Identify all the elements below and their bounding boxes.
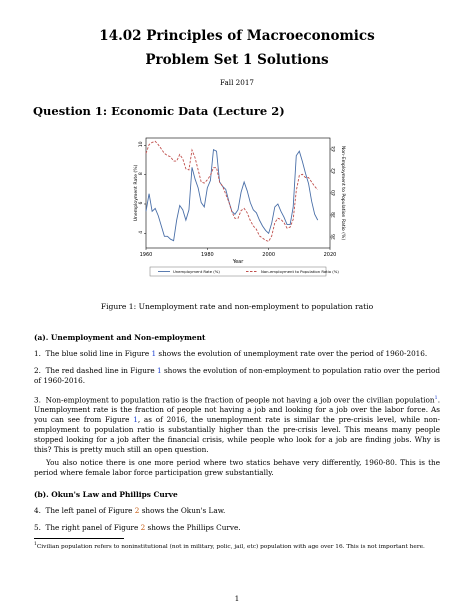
item-text: The right panel of Figure — [45, 523, 141, 532]
y-axis-label: Unemployment Rate (%) — [134, 164, 139, 222]
figure-ref-link[interactable]: 2 — [140, 523, 146, 532]
figure-1-caption: Figure 1: Unemployment rate and non-employment to population ratio — [100, 302, 374, 311]
x-tick-label: 2020 — [323, 252, 337, 258]
list-item-2 — [34, 366, 440, 386]
figure-ref-link[interactable]: 1 — [133, 415, 138, 425]
item-number: 3. — [34, 395, 41, 405]
item-text: shows the Okun's Law. — [139, 506, 226, 515]
y-tick-label: 4 — [139, 230, 144, 234]
item-text: The left panel of Figure — [45, 506, 135, 515]
item-number: 4. — [34, 506, 41, 515]
term-label: Fall 2017 — [220, 78, 254, 87]
y-right-tick-label: 42 — [332, 168, 337, 174]
item-text: The red dashed line in Figure — [45, 366, 158, 375]
item-text: The blue solid line in Figure — [45, 349, 152, 358]
item-text: Non-employment to population ratio is the fraction of people not having a job over the civilian population — [45, 395, 435, 405]
item-text: shows the Phillips Curve. — [145, 523, 241, 532]
y-right-tick-label: 36 — [332, 234, 337, 240]
section-a-heading: (a). Unemployment and Non-employment — [34, 333, 206, 342]
footnote-rule — [34, 538, 124, 539]
figure-1 — [128, 132, 348, 282]
legend-label: Unemployment Rate (%) — [173, 268, 220, 274]
list-item-3 — [34, 393, 440, 455]
y-axis-right-label: Non-Employment to Population Ratio (%) — [340, 145, 345, 241]
figure-ref-link[interactable]: 1 — [157, 366, 162, 375]
x-axis-label: Year — [232, 259, 244, 265]
figure-ref-link[interactable]: 2 — [134, 506, 140, 515]
x-tick-label: 2000 — [262, 252, 276, 258]
y-tick-label: 10 — [139, 141, 144, 148]
paragraph-extra: You also notice there is one more period where two statics behave very differently, 1960-80. This is the period where female labor force participation grew substantially. — [34, 458, 440, 477]
item-text: , as of 2016, the unemployment rate is similar the pre-crisis level, while non-employment to population ratio is substantially higher than the pre-crisis level. This means many people stopped looking for a job after the financial crisis, while people who look for a job are finding jobs. Why is this? This is pretty much still an open question. — [34, 415, 440, 455]
y-tick-label: 8 — [139, 172, 144, 176]
list-item-1 — [34, 349, 440, 359]
footnote-mark: 1 — [34, 542, 37, 547]
page-number: 1 — [234, 594, 240, 603]
figure-ref-link[interactable]: 1 — [151, 349, 157, 358]
document-subtitle: Problem Set 1 Solutions — [145, 52, 329, 68]
list-item-4 — [34, 506, 440, 516]
item-number: 2. — [34, 366, 41, 375]
y-right-tick-label: 38 — [332, 212, 337, 218]
item-text: . Unemployment rate is the fraction of people not having a job and looking for a job over the labor force. As you can see from Figure — [34, 395, 440, 425]
legend-label: Non-employment to Population Ratio (%) — [261, 268, 339, 274]
item-number: 1. — [34, 349, 41, 358]
chart-legend — [150, 267, 339, 276]
footnote — [34, 541, 440, 551]
x-tick-label: 1980 — [200, 252, 214, 258]
y-right-tick-label: 40 — [332, 190, 337, 196]
item-text: shows the evolution of non-employment to population ratio over the period of 1960-2016. — [34, 366, 441, 385]
list-item-5 — [34, 523, 440, 533]
question-1-heading: Question 1: Economic Data (Lecture 2) — [33, 104, 285, 118]
course-title: 14.02 Principles of Macroeconomics — [99, 28, 375, 44]
item-text: shows the evolution of unemployment rate over the period of 1960-2016. — [156, 349, 428, 358]
item-number: 5. — [34, 523, 41, 532]
y-tick-label: 6 — [139, 201, 144, 205]
footnote-ref-link[interactable]: 1 — [434, 395, 438, 401]
footnote-text: Civilian population refers to noninstitutional (not in military, polic, jail, etc) population with age over 16. This is not important here. — [36, 543, 425, 550]
section-b-heading: (b). Okun's Law and Phillips Curve — [34, 490, 178, 499]
x-tick-label: 1960 — [139, 252, 153, 258]
y-right-tick-label: 44 — [332, 146, 337, 152]
figure-1-chart — [128, 132, 348, 282]
